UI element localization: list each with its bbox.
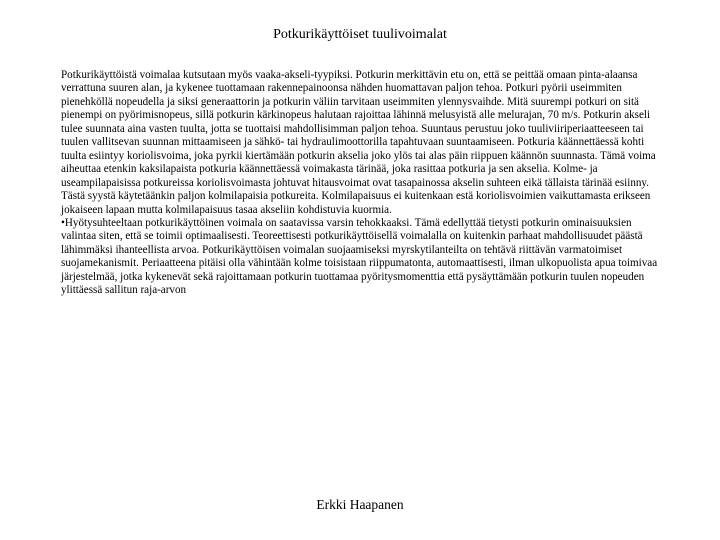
paragraph-blade-design: Potkurikäyttöistä voimalaa kutsutaan myös vaaka-akseli-tyypiksi. Potkurin merkittävin etu on, että se peittää omaan pinta-alaansa verrattuna suuren alan, ja kykenee tuottamaan rakennepainoonsa nähden huomattavan paljon tehoa. Potkuri pyörii useimmiten pienehköllä nopeudella ja siksi generaattorin ja potkurin väliin tarvitaan useimmiten ylennysvaihde. Mitä suurempi potkuri on sitä pienempi on pyörimisnopeus, sillä potkurin kärkinopeus halutaan rajoittaa lähinnä melusyistä alle melurajan, 70 m/s. Potkurin akseli tulee suunnata aina vasten tuulta, jotta se tuottaisi mahdollisimman paljon tehoa. Suuntaus perustuu joko tuuliviiriperiaatteeseen tai tuulen vallitsevan suunnan mittaamiseen ja sähkö- tai hydraulimoottorilla tapahtuvaan suuntaamiseen. Potkuria käännettäessä kohti tuulta esiintyy koriolisvoima, joka pyrkii kiertämään potkurin akselia joko ylös tai alas päin riippuen käännön suunnasta. Tämä voima aiheuttaa etenkin kaksilapaista potkuria käännettäessä voimakasta tärinää, joka rasittaa potkuria ja sen akselia. Kolme- ja useampilapaisissa potkureissa koriolisvoimasta johtuvat hitausvoimat ovat tasapainossa akselin suhteen eikä tällaista tärinää esiinny. Tästä syystä käytetäänkin paljon kolmilapaisia potkureita. Kolmilapaisuus ei kuitenkaan estä koriolisvoimien vaikuttamasta erikseen jokaiseen lapaan mutta kolmilapaisuus tasaa akseliin kohdistuvia kuormia.	[61, 69, 656, 216]
document-body	[61, 69, 659, 298]
author-name: Erkki Haapanen	[316, 497, 404, 512]
document-title: Potkurikäyttöiset tuulivoimalat	[273, 27, 447, 42]
paragraph-efficiency: •Hyötysuhteeltaan potkurikäyttöinen voimala on saatavissa varsin tehokkaaksi. Tämä edellyttää tietysti potkurin ominaisuuksien valintaa siten, että se toimii optimaalisesti. Teoreettisesti potkurikäyttöisellä voimalalla on kuitenkin parhaat mahdollisuudet päästä lähimmäksi ihanteellista arvoa. Potkurikäyttöisen voimalan suojaamiseksi myrskytilanteilta on tehtävä riittävän varmatoimiset suojamekanismit. Periaatteena pitäisi olla vähintään kolme toisistaan riippumatonta, automaattisesti, ilman ulkopuolista apua toimivaa järjestelmää, jotka kykenevät sekä rajoittamaan potkurin tuottamaa pyöritysmomenttia että pysäyttämään potkurin tuulen nopeuden ylittäessä sallitun raja-arvon	[61, 216, 658, 297]
